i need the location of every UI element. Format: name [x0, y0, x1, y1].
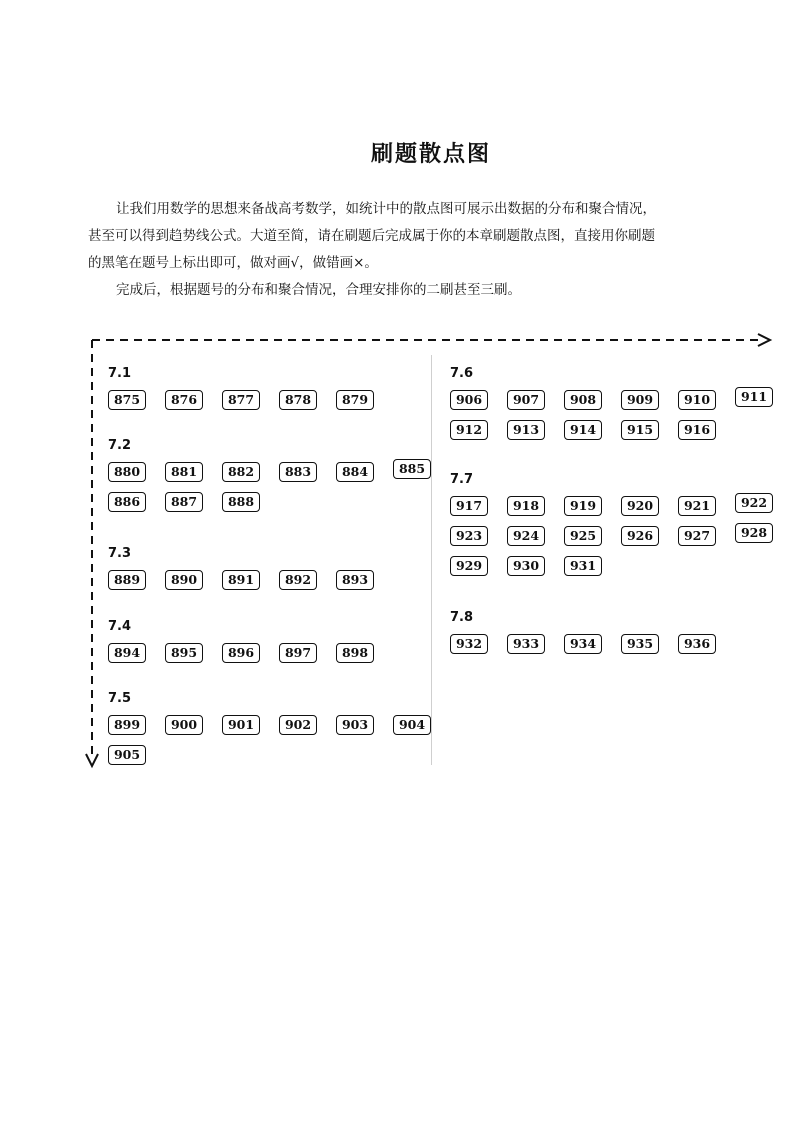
question-number-box: 886 [108, 492, 146, 512]
question-number-box: 899 [108, 715, 146, 735]
question-number-box: 935 [621, 634, 659, 654]
section-label: 7.4 [108, 619, 132, 634]
question-number-box: 909 [621, 390, 659, 410]
question-number-box: 933 [507, 634, 545, 654]
question-row [450, 420, 773, 440]
question-number-box: 900 [165, 715, 203, 735]
section-7-1 [108, 366, 374, 420]
question-row [450, 390, 773, 410]
question-number-box: 880 [108, 462, 146, 482]
intro-text [88, 196, 788, 304]
question-number-box: 897 [279, 643, 317, 663]
question-number-box: 924 [507, 526, 545, 546]
question-number-box: 927 [678, 526, 716, 546]
question-row [108, 715, 431, 735]
question-number-box: 878 [279, 390, 317, 410]
question-number-box: 934 [564, 634, 602, 654]
question-number-box: 912 [450, 420, 488, 440]
question-number-box: 895 [165, 643, 203, 663]
question-number-box: 892 [279, 570, 317, 590]
section-7-5 [108, 691, 431, 775]
dashed-arrow-right [90, 330, 775, 350]
question-number-box: 904 [393, 715, 431, 735]
question-number-box: 911 [735, 387, 773, 407]
question-number-box: 916 [678, 420, 716, 440]
question-number-box: 877 [222, 390, 260, 410]
page-title: 刷题散点图 [370, 142, 491, 167]
question-number-box: 932 [450, 634, 488, 654]
question-row [108, 643, 374, 663]
section-7-7 [450, 472, 773, 586]
section-label: 7.1 [108, 366, 132, 381]
section-7-6 [450, 366, 773, 450]
question-number-box: 891 [222, 570, 260, 590]
question-number-box: 887 [165, 492, 203, 512]
question-number-box: 896 [222, 643, 260, 663]
question-number-box: 905 [108, 745, 146, 765]
question-number-box: 925 [564, 526, 602, 546]
question-number-box: 902 [279, 715, 317, 735]
question-number-box: 914 [564, 420, 602, 440]
section-7-8 [450, 610, 716, 664]
question-number-box: 883 [279, 462, 317, 482]
question-number-box: 919 [564, 496, 602, 516]
intro-line-4: 完成后，根据题号的分布和聚合情况，合理安排你的二刷甚至三刷。 [116, 282, 521, 298]
question-number-box: 917 [450, 496, 488, 516]
intro-line-3: 的黑笔在题号上标出即可，做对画√，做错画×。 [88, 255, 378, 271]
question-number-box: 881 [165, 462, 203, 482]
question-number-box: 879 [336, 390, 374, 410]
question-number-box: 894 [108, 643, 146, 663]
question-number-box: 908 [564, 390, 602, 410]
question-row [108, 492, 431, 512]
question-number-box: 901 [222, 715, 260, 735]
column-divider [431, 355, 432, 765]
section-label: 7.8 [450, 610, 474, 625]
question-row [108, 462, 431, 482]
question-number-box: 903 [336, 715, 374, 735]
question-row [108, 745, 431, 765]
question-row [450, 526, 773, 546]
question-number-box: 889 [108, 570, 146, 590]
question-number-box: 875 [108, 390, 146, 410]
section-label: 7.7 [450, 472, 474, 487]
question-number-box: 929 [450, 556, 488, 576]
question-number-box: 890 [165, 570, 203, 590]
question-row [450, 556, 773, 576]
question-number-box: 918 [507, 496, 545, 516]
intro-line-2: 甚至可以得到趋势线公式。大道至简，请在刷题后完成属于你的本章刷题散点图，直接用你刷题 [88, 228, 655, 244]
question-number-box: 876 [165, 390, 203, 410]
dashed-arrow-down [82, 338, 102, 770]
section-7-3 [108, 546, 374, 600]
section-label: 7.2 [108, 438, 132, 453]
question-row [108, 390, 374, 410]
question-number-box: 910 [678, 390, 716, 410]
question-number-box: 893 [336, 570, 374, 590]
section-label: 7.6 [450, 366, 474, 381]
question-number-box: 930 [507, 556, 545, 576]
question-number-box: 921 [678, 496, 716, 516]
question-number-box: 882 [222, 462, 260, 482]
question-number-box: 922 [735, 493, 773, 513]
question-number-box: 885 [393, 459, 431, 479]
question-row [450, 496, 773, 516]
question-number-box: 906 [450, 390, 488, 410]
question-number-box: 931 [564, 556, 602, 576]
question-number-box: 936 [678, 634, 716, 654]
question-number-box: 913 [507, 420, 545, 440]
section-label: 7.3 [108, 546, 132, 561]
question-number-box: 926 [621, 526, 659, 546]
question-row [450, 634, 716, 654]
question-number-box: 928 [735, 523, 773, 543]
section-7-4 [108, 619, 374, 673]
question-number-box: 915 [621, 420, 659, 440]
question-number-box: 884 [336, 462, 374, 482]
section-label: 7.5 [108, 691, 132, 706]
question-number-box: 920 [621, 496, 659, 516]
intro-line-1: 让我们用数学的思想来备战高考数学，如统计中的散点图可展示出数据的分布和聚合情况， [116, 201, 656, 217]
question-number-box: 898 [336, 643, 374, 663]
question-row [108, 570, 374, 590]
question-number-box: 923 [450, 526, 488, 546]
question-number-box: 907 [507, 390, 545, 410]
question-number-box: 888 [222, 492, 260, 512]
section-7-2 [108, 438, 431, 522]
